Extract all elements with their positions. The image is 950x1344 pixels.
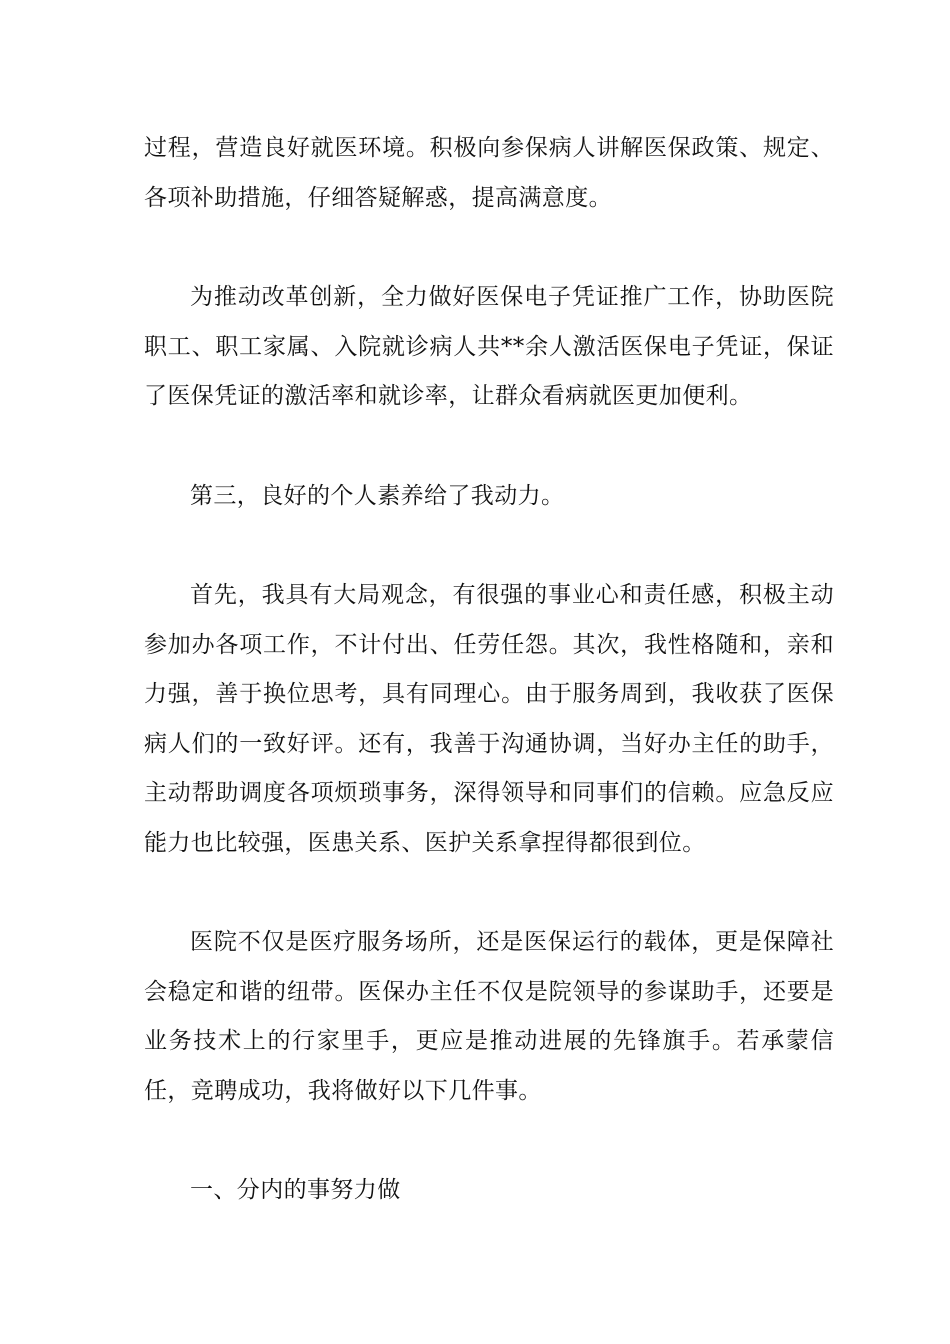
paragraph-gap xyxy=(144,1116,834,1166)
paragraph-personal-qualities: 首先，我具有大局观念，有很强的事业心和责任感，积极主动参加办各项工作，不计付出、任劳任怨。其次，我性格随和，亲和力强，善于换位思考，具有同理心。由于服务周到，我收获了医保病人们的一致好评。还有，我善于沟通协调，当好办主任的助手，主动帮助调度各项烦琐事务，深得领导和同事们的信赖。应急反应能力也比较强，医患关系、医护关系拿捏得都很到位。 xyxy=(144,582,834,856)
section-heading-one: 一、分内的事努力做 xyxy=(190,1177,401,1203)
paragraph-hospital-role: 医院不仅是医疗服务场所，还是医保运行的载体，更是保障社会稳定和谐的纽带。医保办主任不仅是院领导的参谋助手，还要是业务技术上的行家里手，更应是推动进展的先锋旗手。若承蒙信任，竞聘成功，我将做好以下几件事。 xyxy=(144,929,834,1104)
paragraph-e-voucher: 为推动改革创新，全力做好医保电子凭证推广工作，协助医院职工、职工家属、入院就诊病人共**余人激活医保电子凭证，保证了医保凭证的激活率和就诊率，让群众看病就医更加便利。 xyxy=(144,284,834,409)
paragraph-gap xyxy=(144,868,834,918)
paragraph-third-point: 第三，良好的个人素养给了我动力。 xyxy=(190,482,565,509)
document-body xyxy=(144,124,834,1216)
paragraph-gap xyxy=(144,521,834,571)
paragraph-gap xyxy=(144,223,834,273)
paragraph-continuation: 过程，营造良好就医环境。积极向参保病人讲解医保政策、规定、各项补助措施，仔细答疑解惑，提高满意度。 xyxy=(144,135,834,211)
paragraph-gap xyxy=(144,422,834,472)
